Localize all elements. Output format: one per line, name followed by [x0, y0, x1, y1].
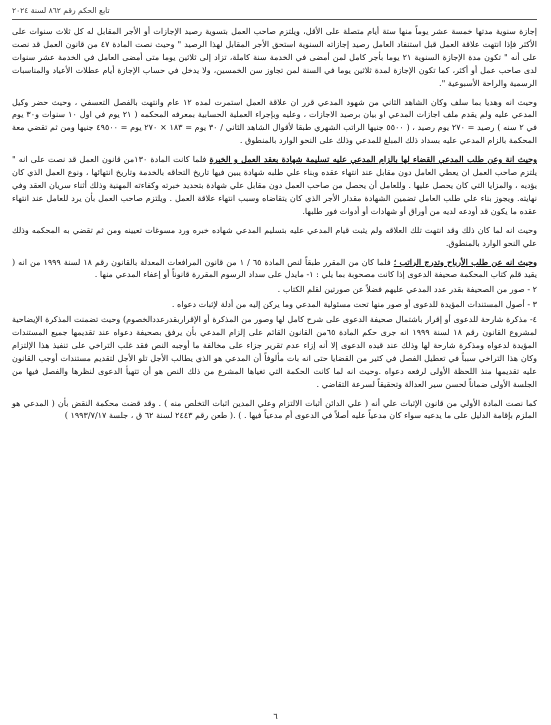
paragraph-experience-certificate — [12, 153, 537, 218]
paragraph-text: وحيث انه لما كان ذلك وقد انتهت تلك العلاقه ولم يثبت قيام المدعي عليه بتسليم المدعي شهاده خبره ورد مسوغات تعيينه ومن ثم تقضي به المحكمه وذلك علي النحو الوارد بالمنطوق. — [12, 224, 537, 248]
paragraph-text: فلما كان من المقرر طبقاً لنص المادة ٦٥ / ١ من قانون المرافعات المعدلة بالقانون رقم ١٨ لسنة ١٩٩٩ من انه ( يقيد قلم كتاب المحكمة صحيفة الدعوى إذا كانت مصحوبة بما يلي : ١- مايدل على سداد الرسوم المقررة قانوناً أو إعفاء المدعي منها . — [12, 256, 537, 280]
paragraph-text: ٣ - أصول المستندات المؤيدة للدعوى أو صور منها تحت مسئولية المدعي وما يركن إليه من أدلة لإثبات دعواه . — [171, 299, 537, 310]
document-body — [12, 25, 537, 422]
paragraph-text: ٢ - صور من الصحيفة بقدر عدد المدعي عليهم فضلاً عن صورتين لقلم الكتاب . — [277, 284, 537, 295]
paragraph-text: كما نصت المادة الأولي من قانون الإثبات علي أنه ( علي الدائن أثبات الالتزام وعلي المدين اثبات التخلص منه ) . وقد قضت محكمة النقض بأن ( المدعي هو الملزم بإقامة الدليل على ما يدعيه سواء كان مدعياً عليه أصلاً في الدعوى أم مدعياً فيها . ) .( طعن رقم ٢٤٤٣ لسنة ٦٢ ق ، جلسة ١٩٩٣/٧/١٧ ) — [12, 397, 537, 421]
paragraph-burden-of-proof — [12, 397, 537, 423]
paragraph-text: إجازة سنوية مدتها خمسة عشر يوماً منها ستة أيام متصلة على الأقل، ويلتزم صاحب العمل بتسوية رصيد الإجازات أو الأجر المقابل له كل ثلاث سنوات على الأكثر فإذا انتهت علاقة العمل قبل استنفاد العامل رصيد إجازاته السنوية استحق الأجر المقابل لهذا الرصيد " وحيث نصت المادة ٤٧ من قانون العمل قد نصت على أنه " تكون مدة الإجازة السنوية ٢١ يوما بأجر كامل لمن أمضى في الخدمة سنة كاملة، تزاد إلى ثلاثين يوما متى أمضى العامل في الخدمة عشر سنوات لدى صاحب عمل أو أكثر، كما تكون الإجازة لمدة ثلاثين يوما في السنة لمن تجاوز سن الخمسين، ولا يدخل في حساب الإجازة أيام عطلات الأعياد والمناسبات الرسمية والراحة الأسبوعية ". — [12, 26, 537, 88]
paragraph-item-4-explanatory-memo — [12, 313, 537, 390]
paragraph-lead: وحيث انه عن طلب الأرباح وتدرج الراتب ؛ — [393, 256, 538, 267]
paragraph-profits-request — [12, 256, 537, 282]
paragraph-text: فلما كانت المادة ١٣٠من قانون العمل قد نصت على انه " يلتزم صاحب العمل ان يعطي العامل دون مقابل عند انتهاء عقده وبناء علي طلبه شهادة يبين فيها تاريخ التحاقه بالخدمة وتاريخ انتهائها ، ونوع العمل الذي كان يؤديه ، والمزايا التي كان يحصل عليها . وللعامل أن يحصل من صاحب العمل دون مقابل علي شهادة بتحديد خبرته وكفاءته المهنية وذلك أثناء سريان العقد وفي نهايته. ويجوز بناء علي طلب العامل تضمين الشهادة مقدار الأجر الذي كان يتقاضاه وسبب انتهاء علاقة العمل . ويلتزم صاحب العمل بأن يرد للعامل عند انتهاء عقده ما يكون قد أودعه لديه من أوراق أو شهادات أو أدوات فور طلبها. — [12, 154, 537, 216]
paragraph-item-3 — [12, 298, 537, 311]
page-number: ٦ — [273, 712, 278, 721]
header-divider — [12, 19, 537, 20]
paragraph-annual-leave-law — [12, 25, 537, 90]
paragraph-item-2 — [12, 283, 537, 296]
paragraph-leave-calculation — [12, 96, 537, 148]
paragraph-certificate-ruling — [12, 224, 537, 250]
paragraph-lead: وحيث انة وعن طلب المدعي القضاء لها بالزام المدعي عليه تسليمة شهادة بعقد العمل و الخبرة — [209, 154, 538, 165]
paragraph-text: ٤- مذكرة شارحة للدعوى أو إقرار باشتمال صحيفة الدعوى على شرح كامل لها وصور من المذكرة أو الإقراربقدرعددالخصوم) وحيث تضمنت المذكرة الإيضاحية لمشروع القانون رقم ١٨ لسنة ١٩٩٩ انه جرى حكم المادة ٦٥من القانون القائم على إلزام المدعي بأن يرفق بصحيفة دعواه عند تقديمها جميع المستندات المؤيدة لدعواه ومذكرة شارحة لها وذلك عند قيده الدعوى إلا أنه إزاء عدم تقرير جزاء على مخالفة ما أوجبه النص فقد غلب التراخي على تنفيذ هذا الإلتزام وكان هذا التراخي سبباً في تعطيل الفصل في كثير من القضايا حتى انه بات مألوفاً أن المدعي هو الذي يطالب الأجل تلو الأجل لتقديم مستندات أوجب القانون عليه تقديمها منذ اللحظة الأولى لرفعه دعواه .وحيث انه لما كانت الحكمة التي تغياها المشرع من ذلك النص هو أن تتهيأ الدعوى لنظرها والفصل فيها من الجلسة الأولى ضماناً لحسن سير العدالة وتحقيقاً لسرعة التقاضي . — [12, 314, 537, 389]
paragraph-text: وحيث انه وهديا بما سلف وكان الشاهد الثاني من شهود المدعي قرر ان علاقة العمل استمرت لمده ١٢ عام وانتهت بالفصل التعسفي ، وحيث حضر وكيل المدعي عليه ولم يقدم ملف اجازات المدعي او بيان برصيد الاجازات ، وعليه وبإجراء العملية الحسابية بمعرفه المحكمه ( ٢١ يوم في اول ١٠ سنوات و٣٠ يوم في ٢ سنه ) رصيد = ٢٧٠ يوم رصيد ، ( ٥٥٠٠ جنيها الراتب الشهري طبقا لأقوال الشاهد الثاني / ٣٠ يوم = ١٨٣ × ٢٧٠ يوم = ٤٩٥٠٠ جنيها ومن ثم تقضي معة المحكمة بالزام المدعي عليه بسداد ذلك المبلغ للمدعي وذلك على النحو الوارد بالمنطوق . — [12, 96, 537, 146]
page-header: تابع الحكم رقم ٨٦٢ لسنة ٢٠٢٤ — [12, 6, 110, 15]
